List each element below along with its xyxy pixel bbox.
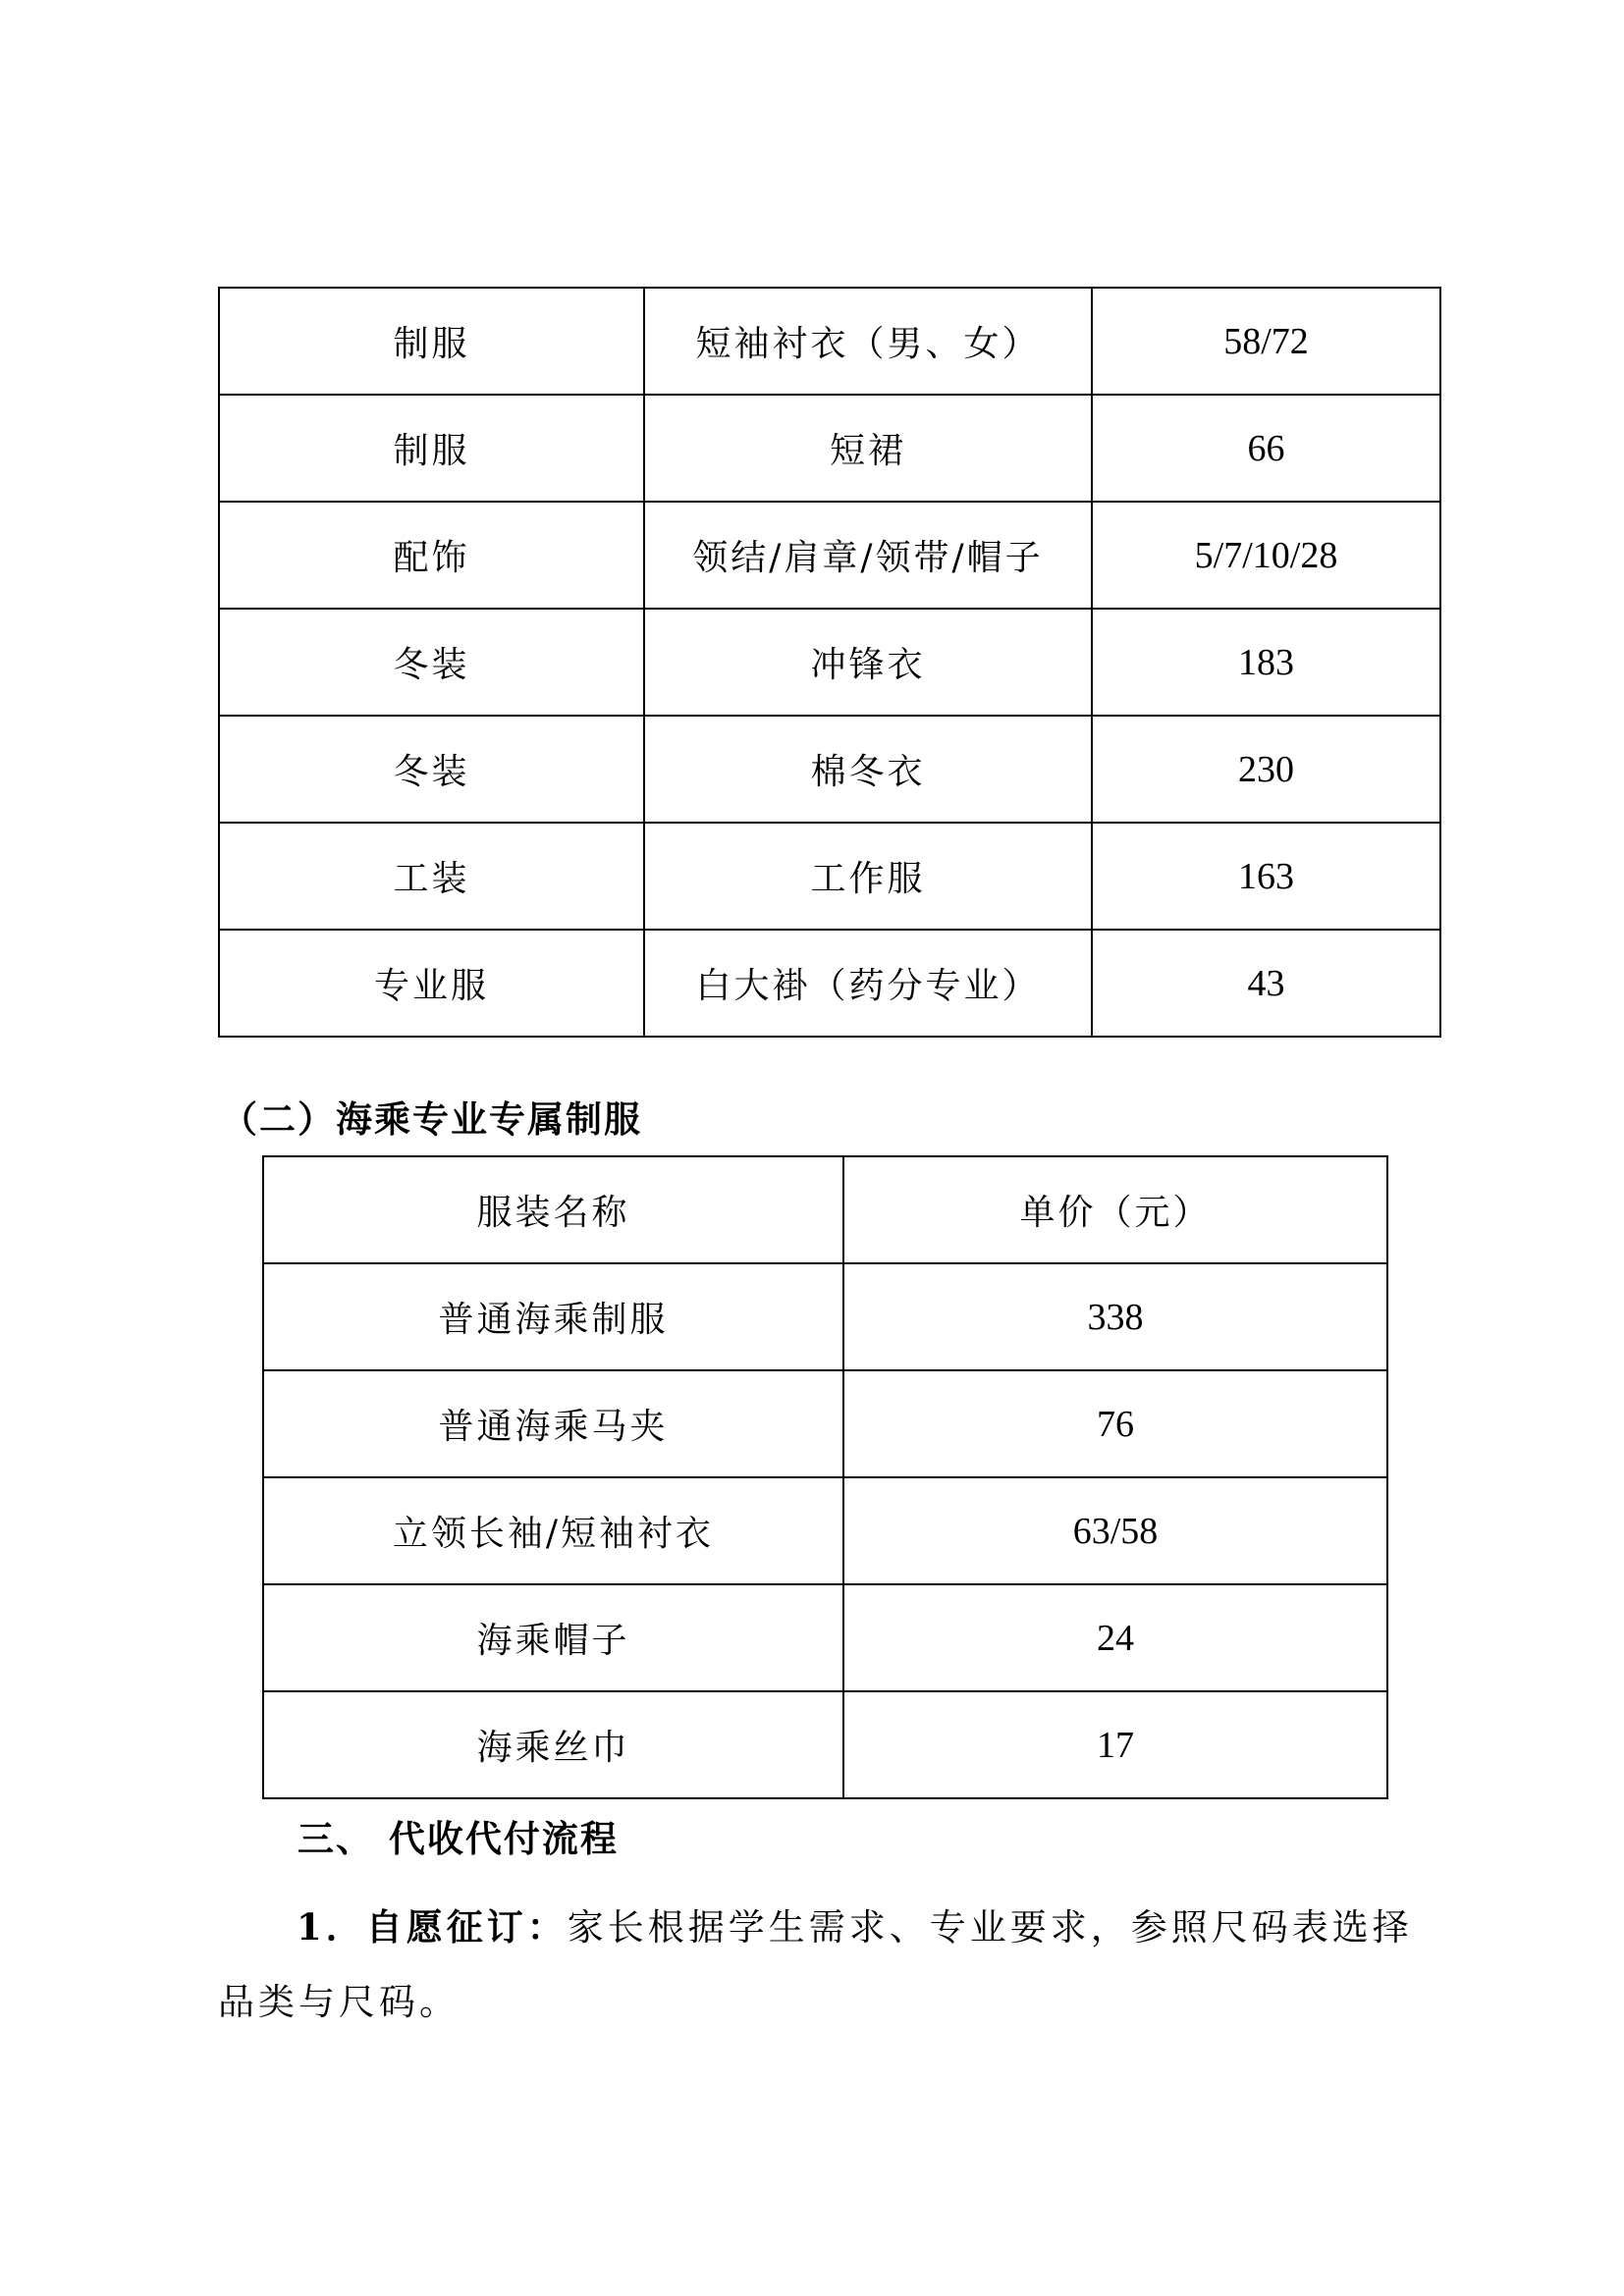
price-cell: 58/72 [1092, 288, 1440, 395]
price-cell: 183 [1092, 609, 1440, 716]
price-cell: 43 [1092, 930, 1440, 1037]
uniform-price-table [218, 287, 1441, 1038]
price-cell: 5/7/10/28 [1092, 502, 1440, 609]
category-cell: 冬装 [219, 716, 644, 823]
paragraph-text: 家长根据学生需求、专业要求，参照尺码表选择品类与尺码。 [218, 1906, 1413, 2023]
table-row [263, 1370, 1387, 1477]
item-cell: 工作服 [644, 823, 1092, 930]
table-row [219, 930, 1440, 1037]
table-row [263, 1691, 1387, 1798]
table-row [219, 823, 1440, 930]
paragraph-label: 1．自愿征订： [297, 1905, 568, 1949]
table-row [219, 288, 1440, 395]
table-row [219, 609, 1440, 716]
name-cell: 海乘丝巾 [263, 1691, 843, 1798]
price-cell: 230 [1092, 716, 1440, 823]
column-header-price: 单价（元） [843, 1156, 1387, 1263]
item-cell: 棉冬衣 [644, 716, 1092, 823]
column-header-name: 服装名称 [263, 1156, 843, 1263]
name-cell: 海乘帽子 [263, 1584, 843, 1691]
item-cell: 冲锋衣 [644, 609, 1092, 716]
price-cell: 76 [843, 1370, 1387, 1477]
name-cell: 普通海乘马夹 [263, 1370, 843, 1477]
name-cell: 立领长袖/短袖衬衣 [263, 1477, 843, 1584]
category-cell: 冬装 [219, 609, 644, 716]
section-heading: 三、 代收代付流程 [298, 1817, 619, 1860]
item-cell: 白大褂（药分专业） [644, 930, 1092, 1037]
price-cell: 17 [843, 1691, 1387, 1798]
item-cell: 短袖衬衣（男、女） [644, 288, 1092, 395]
table-header-row [263, 1156, 1387, 1263]
table-row [219, 395, 1440, 502]
category-cell: 配饰 [219, 502, 644, 609]
table-row [263, 1584, 1387, 1691]
price-cell: 66 [1092, 395, 1440, 502]
table-row [263, 1477, 1387, 1584]
item-cell: 短裙 [644, 395, 1092, 502]
price-cell: 338 [843, 1263, 1387, 1370]
price-cell: 63/58 [843, 1477, 1387, 1584]
category-cell: 工装 [219, 823, 644, 930]
table-row [263, 1263, 1387, 1370]
sea-crew-uniform-table [262, 1155, 1388, 1799]
price-cell: 24 [843, 1584, 1387, 1691]
table-row [219, 716, 1440, 823]
price-cell: 163 [1092, 823, 1440, 930]
category-cell: 制服 [219, 395, 644, 502]
paragraph-voluntary-order [218, 1890, 1435, 2040]
item-cell: 领结/肩章/领带/帽子 [644, 502, 1092, 609]
name-cell: 普通海乘制服 [263, 1263, 843, 1370]
category-cell: 专业服 [219, 930, 644, 1037]
category-cell: 制服 [219, 288, 644, 395]
table-row [219, 502, 1440, 609]
section-heading: （二）海乘专业专属制服 [221, 1097, 642, 1141]
